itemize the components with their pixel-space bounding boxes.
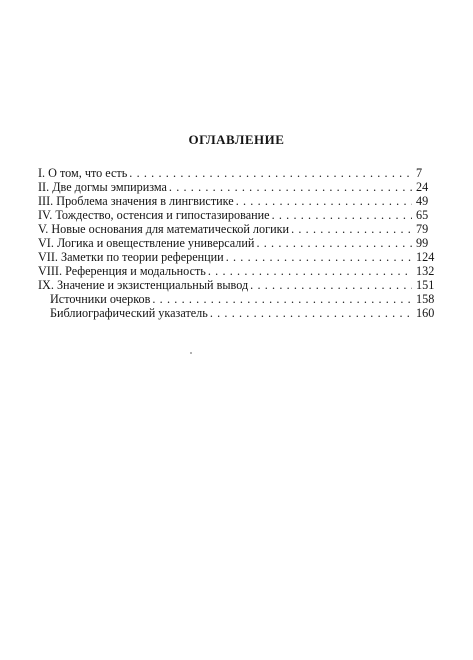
- toc-entry: [38, 222, 442, 236]
- toc-entry: [38, 278, 442, 292]
- entry-title: IV. Тождество, остенсия и гипостазирование: [38, 208, 270, 222]
- dot-leader: [272, 208, 412, 222]
- entry-title: I. О том, что есть: [38, 166, 128, 180]
- entry-title: VIII. Референция и модальность: [38, 264, 206, 278]
- toc-entry: [38, 166, 442, 180]
- entry-page-number: 151: [416, 278, 435, 292]
- entry-page-number: 49: [416, 194, 429, 208]
- entry-page-number: 160: [416, 306, 435, 320]
- entry-page-number: 158: [416, 292, 435, 306]
- entry-page-number: 79: [416, 222, 429, 236]
- toc-entry: [38, 292, 442, 306]
- dot-leader: [291, 222, 412, 236]
- toc-entry: [38, 180, 442, 194]
- entry-page-number: 24: [416, 180, 429, 194]
- toc-entry: [38, 194, 442, 208]
- toc-entry: [38, 250, 442, 264]
- toc-entry: [38, 264, 442, 278]
- dot-leader: [236, 194, 412, 208]
- entry-title: V. Новые основания для математической логики: [38, 222, 290, 236]
- dot-leader: [256, 236, 412, 250]
- toc-entry: [38, 208, 442, 222]
- entry-title: VI. Логика и овеществление универсалий: [38, 236, 255, 250]
- dot-leader: [169, 180, 412, 194]
- entry-page-number: 132: [416, 264, 435, 278]
- entry-title: Библиографический указатель: [50, 306, 208, 320]
- toc-heading: ОГЛАВЛЕНИЕ: [188, 132, 285, 147]
- entry-title: Источники очерков: [50, 292, 151, 306]
- dot-leader: [129, 166, 412, 180]
- dot-leader: [210, 306, 412, 320]
- dot-leader: [226, 250, 412, 264]
- dot-leader: [208, 264, 412, 278]
- entry-title: II. Две догмы эмпиризма: [38, 180, 167, 194]
- entry-page-number: 99: [416, 236, 429, 250]
- entry-page-number: 65: [416, 208, 429, 222]
- scan-speck: [190, 352, 192, 354]
- entry-page-number: 7: [416, 166, 423, 180]
- dot-leader: [152, 292, 412, 306]
- toc-entry: [38, 236, 442, 250]
- entry-title: VII. Заметки по теории референции: [38, 250, 224, 264]
- entry-page-number: 124: [416, 250, 435, 264]
- dot-leader: [250, 278, 412, 292]
- entry-title: III. Проблема значения в лингвистике: [38, 194, 234, 208]
- toc-entry: [38, 306, 442, 320]
- entry-title: IX. Значение и экзистенциальный вывод: [38, 278, 249, 292]
- toc-list: [38, 166, 442, 320]
